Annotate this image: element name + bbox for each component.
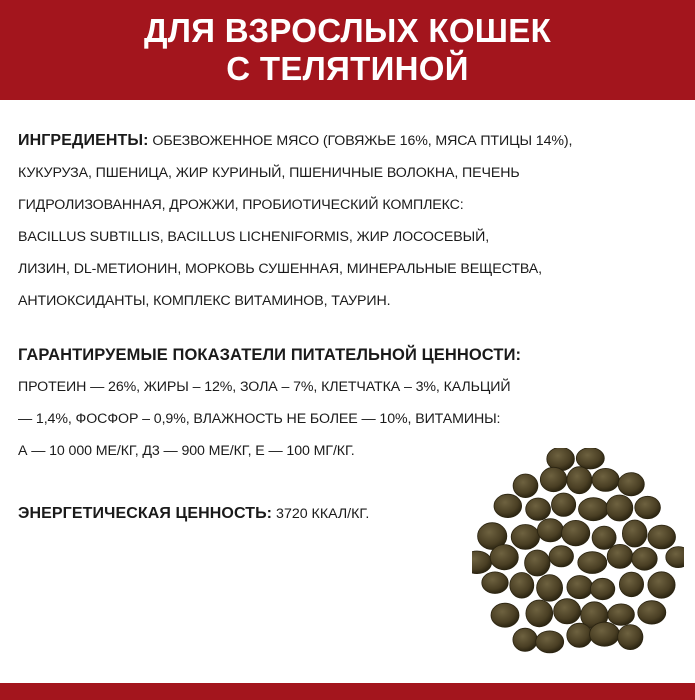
- kibble-piece: [622, 520, 647, 547]
- energy-value: 3720 ККАЛ/КГ.: [272, 506, 370, 522]
- kibble-piece: [491, 603, 519, 627]
- ingredients-line-1: [18, 125, 690, 157]
- guaranteed-line-3: А — 10 000 МЕ/КГ, Д3 — 900 МЕ/КГ, Е — 100 МГ/КГ.: [18, 443, 355, 459]
- kibble-piece: [554, 599, 581, 624]
- kibble-piece: [482, 572, 508, 594]
- ingredients-text-1: ОБЕЗВОЖЕННОЕ МЯСО (ГОВЯЖЬЕ 16%, МЯСА ПТИЦЫ 14%),: [148, 133, 573, 149]
- kibble-piece: [635, 496, 661, 518]
- kibble-piece: [536, 631, 564, 653]
- kibble-piece: [537, 575, 563, 602]
- ingredients-label: ИНГРЕДИЕНТЫ:: [18, 132, 149, 149]
- kibble-piece: [537, 519, 563, 542]
- kibble-piece: [619, 572, 643, 597]
- kibble-piece: [666, 547, 684, 568]
- kibble-piece: [549, 546, 573, 567]
- kibble-piece: [648, 572, 675, 598]
- kibble-image: [472, 448, 684, 663]
- kibble-piece: [511, 525, 539, 550]
- kibble-piece: [578, 552, 607, 574]
- kibble-piece: [525, 550, 550, 576]
- kibble-piece: [592, 526, 616, 549]
- guaranteed-line-1: ПРОТЕИН — 26%, ЖИРЫ – 12%, ЗОЛА – 7%, КЛЕТЧАТКА – 3%, КАЛЬЦИЙ: [18, 379, 511, 395]
- title-line-1: ДЛЯ ВЗРОСЛЫХ КОШЕК: [143, 12, 552, 49]
- guaranteed-analysis-heading: ГАРАНТИРУЕМЫЕ ПОКАЗАТЕЛИ ПИТАТЕЛЬНОЙ ЦЕННОСТИ:: [18, 346, 522, 364]
- kibble-piece: [648, 525, 676, 549]
- kibble-piece: [592, 468, 619, 491]
- ingredients-line-6: АНТИОКСИДАНТЫ, КОМПЛЕКС ВИТАМИНОВ, ТАУРИН.: [18, 293, 391, 309]
- kibble-piece: [510, 573, 534, 599]
- kibble-piece: [608, 604, 635, 625]
- title-line-2: С ТЕЛЯТИНОЙ: [226, 50, 469, 87]
- kibble-piece: [576, 448, 604, 469]
- kibble-piece: [632, 547, 657, 570]
- ingredients-section: [18, 125, 690, 317]
- kibble-piece: [618, 473, 644, 496]
- kibble-piece: [513, 628, 537, 651]
- ingredients-line-4: BACILLUS SUBTILLIS, BACILLUS LICHENIFORMIS, ЖИР ЛОСОСЕВЫЙ,: [18, 229, 490, 245]
- ingredients-line-2: КУКУРУЗА, ПШЕНИЦА, ЖИР КУРИНЫЙ, ПШЕНИЧНЫЕ ВОЛОКНА, ПЕЧЕНЬ: [18, 165, 520, 181]
- energy-label: ЭНЕРГЕТИЧЕСКАЯ ЦЕННОСТЬ:: [18, 505, 273, 522]
- guaranteed-line-2: — 1,4%, ФОСФОР – 0,9%, ВЛАЖНОСТЬ НЕ БОЛЕЕ — 10%, ВИТАМИНЫ:: [18, 411, 501, 427]
- kibble-piece: [490, 545, 518, 570]
- ingredients-line-3: ГИДРОЛИЗОВАННАЯ, ДРОЖЖИ, ПРОБИОТИЧЕСКИЙ КОМПЛЕКС:: [18, 197, 464, 213]
- kibble-piece: [552, 493, 576, 516]
- kibble-piece: [638, 601, 666, 624]
- kibble-piece: [513, 474, 538, 498]
- kibble-piece: [562, 520, 590, 545]
- kibble-piece: [618, 625, 643, 650]
- kibble-piece: [590, 578, 614, 599]
- kibble-pile-icon: [472, 448, 684, 663]
- kibble-piece: [472, 551, 492, 574]
- kibble-piece: [540, 467, 567, 491]
- ingredients-line-5: ЛИЗИН, DL-МЕТИОНИН, МОРКОВЬ СУШЕННАЯ, МИНЕРАЛЬНЫЕ ВЕЩЕСТВА,: [18, 261, 542, 277]
- kibble-piece: [567, 576, 593, 599]
- kibble-piece: [567, 623, 592, 647]
- kibble-piece: [526, 498, 551, 520]
- kibble-piece: [606, 495, 633, 521]
- header-banner: [0, 0, 695, 100]
- kibble-piece: [567, 467, 592, 494]
- kibble-piece: [526, 600, 553, 627]
- kibble-piece: [579, 498, 609, 521]
- kibble-piece: [590, 622, 620, 646]
- footer-bar: [0, 683, 695, 700]
- kibble-piece: [607, 544, 633, 568]
- kibble-piece: [494, 494, 522, 517]
